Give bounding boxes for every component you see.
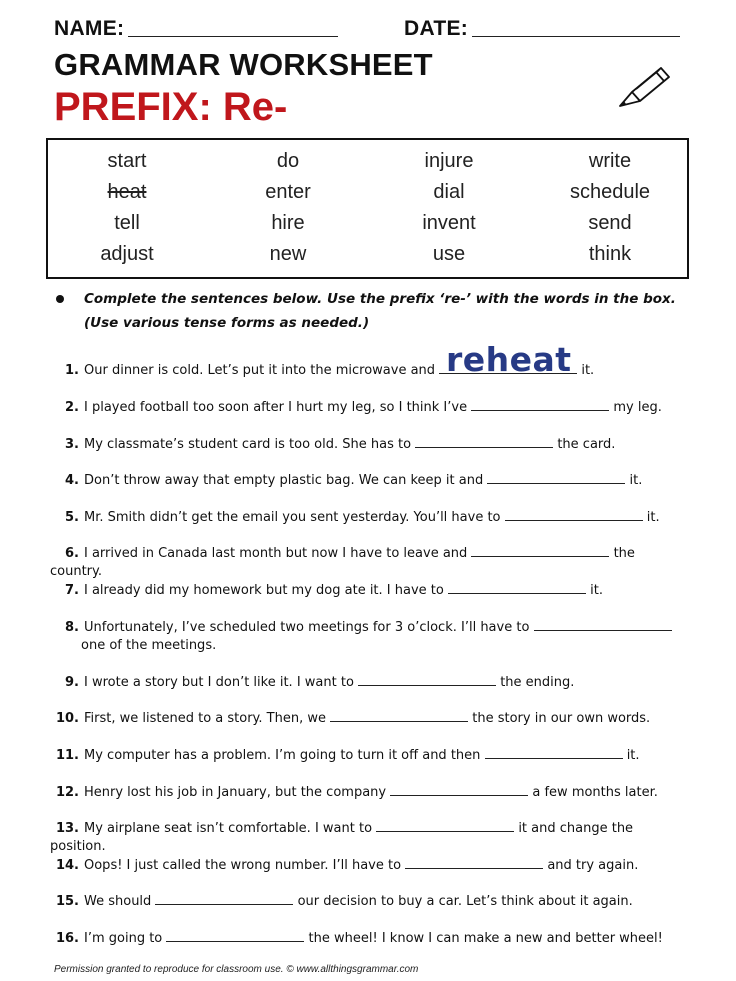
question-text: I already did my homework but my dog ate it. I have to: [84, 583, 444, 598]
question-number: 9.: [65, 675, 79, 690]
question-number: 13.: [55, 821, 79, 836]
question-3: [50, 436, 690, 454]
word-use: use: [432, 243, 466, 265]
question-16: [50, 930, 690, 948]
pencil-icon: [612, 64, 674, 112]
word-invent: invent: [422, 212, 476, 234]
word-start: start: [107, 150, 147, 172]
question-text-end: the country.: [50, 546, 635, 579]
name-label: NAME:: [54, 17, 125, 40]
word-adjust: adjust: [100, 243, 154, 265]
question-9: [50, 674, 690, 692]
question-number: 2.: [65, 400, 79, 415]
answer-blank[interactable]: [415, 436, 553, 448]
question-number: 5.: [65, 510, 79, 525]
question-text: I arrived in Canada last month but now I have to leave and: [84, 546, 468, 561]
answer-blank[interactable]: [485, 747, 623, 759]
question-number: 1.: [65, 363, 79, 378]
word-write: write: [588, 150, 632, 172]
instructions-line-2: (Use various tense forms as needed.): [84, 315, 370, 331]
question-number: 15.: [55, 894, 79, 909]
answer-blank[interactable]: [405, 857, 543, 869]
question-text-line-2: one of the meetings.: [81, 638, 217, 653]
question-number: 16.: [55, 931, 79, 946]
word-new: new: [269, 243, 307, 265]
word-think: think: [588, 243, 632, 265]
question-text-end: a few months later.: [532, 785, 658, 800]
word-box: [46, 138, 689, 279]
question-number: 4.: [65, 473, 79, 488]
word-hire: hire: [271, 212, 305, 234]
answer-blank[interactable]: [487, 472, 625, 484]
question-2: [50, 399, 690, 417]
date-field[interactable]: [472, 22, 680, 37]
question-10: [50, 710, 690, 728]
question-5: [50, 509, 690, 527]
example-answer: reheat: [446, 340, 572, 379]
answer-blank[interactable]: [505, 509, 643, 521]
question-text-end: it.: [629, 473, 643, 488]
question-number: 6.: [65, 546, 79, 561]
answer-blank[interactable]: [390, 784, 528, 796]
question-text: Henry lost his job in January, but the company: [84, 785, 387, 800]
date-label: DATE:: [404, 17, 469, 40]
question-text: Unfortunately, I’ve scheduled two meetings for 3 o’clock. I’ll have to: [84, 620, 530, 635]
question-text: First, we listened to a story. Then, we: [84, 711, 326, 726]
question-text-end: the story in our own words.: [472, 711, 651, 726]
question-number: 10.: [55, 711, 79, 726]
name-field[interactable]: [128, 22, 338, 37]
answer-blank[interactable]: [448, 582, 586, 594]
question-text-end: it.: [590, 583, 603, 598]
question-text-end: it.: [581, 363, 595, 378]
question-text: I played football too soon after I hurt my leg, so I think I’ve: [84, 400, 468, 415]
question-14: [50, 857, 690, 875]
question-number: 12.: [55, 785, 79, 800]
question-number: 7.: [65, 583, 79, 598]
question-text: I’m going to: [84, 931, 163, 946]
question-8: [50, 619, 690, 655]
answer-blank[interactable]: [358, 674, 496, 686]
question-text: My computer has a problem. I’m going to turn it off and then: [84, 748, 481, 763]
prefix-heading: PREFIX: Re-: [54, 85, 288, 129]
instructions: [84, 287, 714, 335]
question-4: [50, 472, 690, 490]
instructions-line-1: Complete the sentences below. Use the prefix ‘re-’ with the words in the box.: [84, 291, 676, 307]
question-text-end: it and change the position.: [50, 821, 634, 854]
answer-blank[interactable]: [471, 545, 609, 557]
word-send: send: [588, 212, 632, 234]
question-text-end: it.: [646, 510, 660, 525]
word-heat-crossed: heat: [107, 181, 147, 203]
question-text: We should: [84, 894, 152, 909]
word-tell: tell: [114, 212, 140, 234]
question-text: My classmate’s student card is too old. She has to: [84, 437, 412, 452]
question-13: [50, 820, 690, 856]
question-text-end: the ending.: [500, 675, 575, 690]
question-text: Mr. Smith didn’t get the email you sent yesterday. You’ll have to: [84, 510, 501, 525]
word-dial: dial: [433, 181, 465, 203]
word-schedule: schedule: [569, 181, 651, 203]
word-enter: enter: [265, 181, 311, 203]
question-text-end: the wheel! I know I can make a new and better wheel!: [308, 931, 663, 946]
question-text-end: and try again.: [547, 858, 639, 873]
question-text: Oops! I just called the wrong number. I’ll have to: [84, 858, 402, 873]
word-do: do: [276, 150, 300, 172]
question-1: [50, 362, 690, 380]
answer-blank[interactable]: [376, 820, 514, 832]
question-text-end: the card.: [557, 437, 616, 452]
question-number: 3.: [65, 437, 79, 452]
question-text: Don’t throw away that empty plastic bag. We can keep it and: [84, 473, 484, 488]
question-number: 8.: [65, 620, 79, 635]
question-text: I wrote a story but I don’t like it. I want to: [84, 675, 354, 690]
question-number: 14.: [55, 858, 79, 873]
answer-blank[interactable]: [534, 619, 672, 631]
question-11: [50, 747, 690, 765]
answer-blank[interactable]: [330, 710, 468, 722]
answer-blank[interactable]: [155, 893, 293, 905]
question-text: Our dinner is cold. Let’s put it into the microwave and: [84, 363, 436, 378]
worksheet-title: GRAMMAR WORKSHEET: [54, 47, 433, 82]
footer-permission: Permission granted to reproduce for classroom use. © www.allthingsgrammar.com: [54, 964, 419, 975]
question-7: [50, 582, 690, 600]
question-6: [50, 545, 690, 581]
word-injure: injure: [424, 150, 474, 172]
question-text-end: our decision to buy a car. Let’s think about it again.: [297, 894, 633, 909]
answer-blank[interactable]: [471, 399, 609, 411]
answer-blank[interactable]: [166, 930, 304, 942]
bullet-icon: [56, 295, 64, 303]
question-15: [50, 893, 690, 911]
question-number: 11.: [55, 748, 79, 763]
question-text-end: it.: [626, 748, 640, 763]
question-text-end: my leg.: [613, 400, 662, 415]
question-text: My airplane seat isn’t comfortable. I want to: [84, 821, 373, 836]
question-12: [50, 784, 690, 802]
